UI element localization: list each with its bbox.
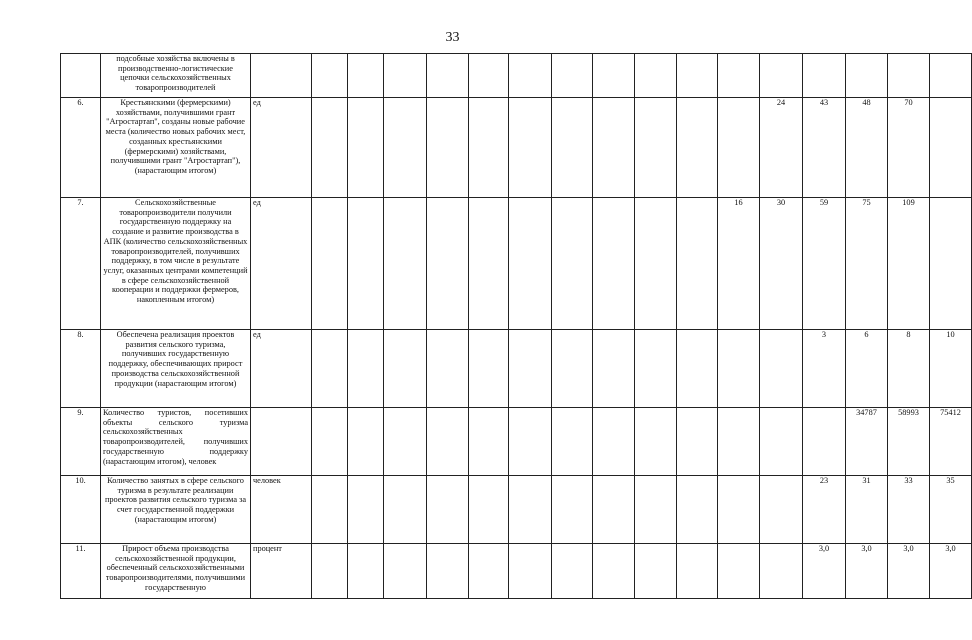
value-cell	[760, 544, 803, 599]
value-cell: 16	[718, 198, 760, 330]
value-cell: 70	[888, 98, 930, 198]
value-cell	[677, 476, 718, 544]
table-body	[61, 54, 972, 599]
value-cell	[593, 198, 635, 330]
value-cell: 48	[846, 98, 888, 198]
value-cell	[509, 330, 552, 408]
value-cell	[348, 408, 384, 476]
value-cell	[635, 330, 677, 408]
value-cell	[312, 198, 348, 330]
value-cell	[312, 544, 348, 599]
value-cell: 8	[888, 330, 930, 408]
row-number: 11.	[61, 544, 101, 599]
row-number: 7.	[61, 198, 101, 330]
value-cell	[509, 544, 552, 599]
value-cell: 43	[803, 98, 846, 198]
value-cell: 75412	[930, 408, 972, 476]
value-cell	[552, 476, 593, 544]
value-cell	[635, 98, 677, 198]
table-row	[61, 408, 972, 476]
value-cell: 33	[888, 476, 930, 544]
value-cell	[635, 198, 677, 330]
value-cell: 6	[846, 330, 888, 408]
value-cell: 10	[930, 330, 972, 408]
value-cell	[803, 408, 846, 476]
indicator-name: Прирост объема производства сельскохозяйственной продукции, обеспеченный сельскохозяйственными товаропроизводителями, получившими государственную	[101, 544, 251, 599]
row-number: 6.	[61, 98, 101, 198]
value-cell	[930, 198, 972, 330]
value-cell	[427, 544, 469, 599]
value-cell	[677, 330, 718, 408]
value-cell	[348, 476, 384, 544]
value-cell	[312, 476, 348, 544]
value-cell	[469, 98, 509, 198]
value-cell	[427, 408, 469, 476]
value-cell	[677, 98, 718, 198]
table-row	[61, 544, 972, 599]
unit-cell	[251, 408, 312, 476]
value-cell	[718, 408, 760, 476]
table-row-continuation	[61, 54, 972, 98]
value-cell: 3	[803, 330, 846, 408]
value-cell	[718, 98, 760, 198]
value-cell	[384, 408, 427, 476]
value-cell	[469, 330, 509, 408]
value-cell	[469, 544, 509, 599]
indicator-name: Сельскохозяйственные товаропроизводители получили государственную поддержку на создание и развитие производства в АПК (количество сельскохозяйственных товаропроизводителей, получивших поддержку, в том числе в результате услуг, оказанных центрами компетенций в сфере сельскохозяйственной кооперации и поддержки фермеров, накопленным итогом)	[101, 198, 251, 330]
value-cell: 75	[846, 198, 888, 330]
indicator-name: подсобные хозяйства включены в производственно-логистические цепочки сельскохозяйственных товаропроизводителей	[101, 54, 251, 98]
unit-cell: ед	[251, 330, 312, 408]
value-cell: 109	[888, 198, 930, 330]
value-cell	[760, 408, 803, 476]
value-cell	[760, 476, 803, 544]
value-cell: 31	[846, 476, 888, 544]
value-cell	[718, 330, 760, 408]
table-row	[61, 198, 972, 330]
value-cell: 3,0	[803, 544, 846, 599]
value-cell	[509, 476, 552, 544]
value-cell	[552, 330, 593, 408]
value-cell	[552, 98, 593, 198]
value-cell	[677, 544, 718, 599]
page-number: 33	[445, 30, 460, 45]
value-cell	[635, 476, 677, 544]
value-cell	[718, 544, 760, 599]
value-cell	[677, 198, 718, 330]
value-cell	[718, 476, 760, 544]
value-cell	[427, 98, 469, 198]
indicators-table	[60, 53, 972, 599]
value-cell	[469, 408, 509, 476]
value-cell	[552, 544, 593, 599]
value-cell	[312, 98, 348, 198]
value-cell	[593, 98, 635, 198]
value-cell	[427, 476, 469, 544]
value-cell	[348, 198, 384, 330]
value-cell	[469, 476, 509, 544]
value-cell	[384, 330, 427, 408]
indicator-name: Количество занятых в сфере сельского туризма в результате реализации проектов развития сельского туризма за счет государственной поддержки (нарастающим итогом)	[101, 476, 251, 544]
value-cell: 3,0	[888, 544, 930, 599]
indicator-name: Крестьянскими (фермерскими) хозяйствами, получившими грант "Агростартап", созданы новые рабочие места (количество новых рабочих мест, созданных крестьянскими (фермерскими) хозяйствами, получившими грант "Агростартап"), (нарастающим итогом)	[101, 98, 251, 198]
value-cell	[593, 476, 635, 544]
indicator-name: Обеспечена реализация проектов развития сельского туризма, получивших государственную поддержку, обеспечивающих прирост производства сельскохозяйственной продукции (нарастающим итогом)	[101, 330, 251, 408]
value-cell	[593, 330, 635, 408]
unit-cell: ед	[251, 198, 312, 330]
table-row	[61, 476, 972, 544]
value-cell	[384, 476, 427, 544]
value-cell	[635, 408, 677, 476]
value-cell	[427, 330, 469, 408]
unit-cell: человек	[251, 476, 312, 544]
value-cell	[469, 198, 509, 330]
value-cell	[677, 408, 718, 476]
value-cell	[312, 330, 348, 408]
value-cell: 35	[930, 476, 972, 544]
value-cell	[348, 98, 384, 198]
value-cell	[635, 544, 677, 599]
value-cell	[509, 408, 552, 476]
value-cell: 3,0	[846, 544, 888, 599]
value-cell	[593, 408, 635, 476]
value-cell: 3,0	[930, 544, 972, 599]
row-number	[61, 54, 101, 98]
value-cell	[593, 544, 635, 599]
value-cell	[552, 198, 593, 330]
value-cell	[552, 408, 593, 476]
value-cell	[509, 198, 552, 330]
value-cell	[509, 98, 552, 198]
value-cell	[427, 198, 469, 330]
unit-cell: ед	[251, 98, 312, 198]
value-cell: 34787	[846, 408, 888, 476]
value-cell	[384, 544, 427, 599]
table-row	[61, 330, 972, 408]
table-row	[61, 98, 972, 198]
row-number: 9.	[61, 408, 101, 476]
value-cell	[384, 98, 427, 198]
value-cell: 23	[803, 476, 846, 544]
value-cell: 24	[760, 98, 803, 198]
value-cell	[930, 98, 972, 198]
value-cell	[312, 408, 348, 476]
value-cell	[760, 330, 803, 408]
value-cell: 58993	[888, 408, 930, 476]
row-number: 10.	[61, 476, 101, 544]
value-cell	[348, 330, 384, 408]
value-cell: 30	[760, 198, 803, 330]
indicator-name: Количество туристов, посетивших объекты сельского туризма сельскохозяйственных товаропроизводителей, получивших государственную поддержку (нарастающим итогом), человек	[101, 408, 251, 476]
value-cell	[348, 544, 384, 599]
value-cell	[384, 198, 427, 330]
row-number: 8.	[61, 330, 101, 408]
value-cell: 59	[803, 198, 846, 330]
unit-cell: процент	[251, 544, 312, 599]
